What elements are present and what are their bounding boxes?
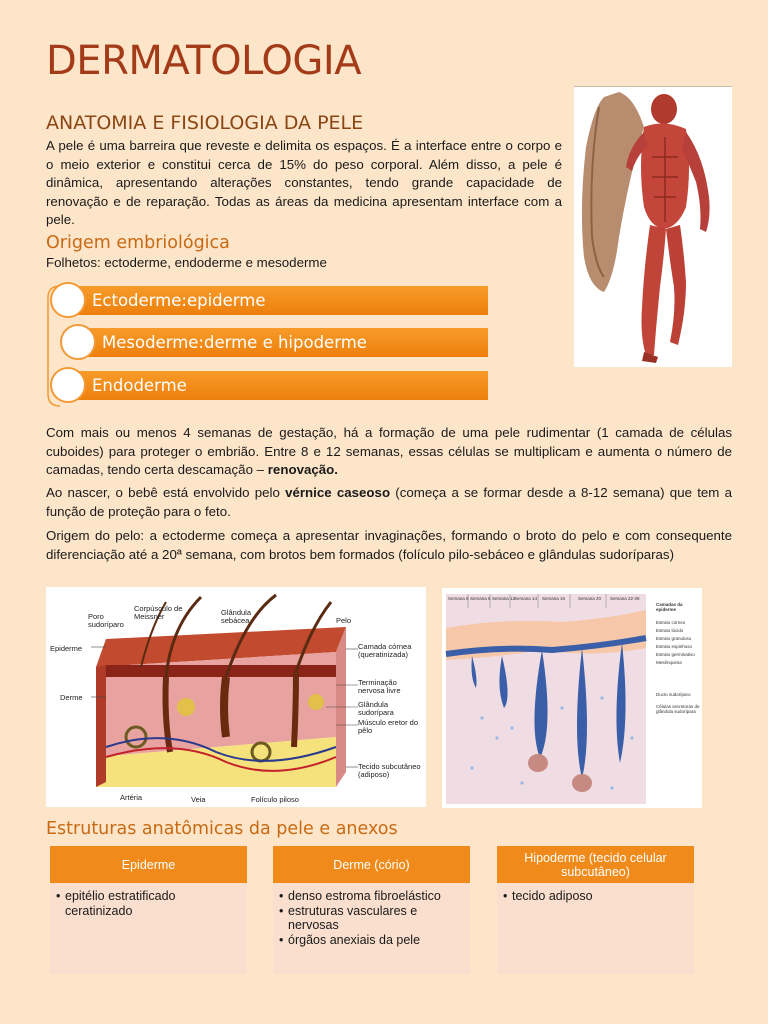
fig2-col-7: Semana 22-28 [610,596,640,601]
layer-circle-2 [60,324,96,360]
layer-circle-1 [50,282,86,318]
paragraph-nascer [46,484,732,521]
layer-ectoderme-detail: epiderme [186,291,266,310]
label-glandula-sudoripara: Glândula sudorípara [358,700,394,717]
label-epiderme: Epiderme [50,644,83,653]
fig2-col-4: Semana 14 [514,596,538,601]
intro-paragraph: A pele é uma barreira que reveste e delimita os espaços. É a interface entre o corpo e o meio exterior e constitui cerca de 15% do peso corporal. Além disso, a pele é dinâmica, apresentando alterações constantes, tendo grande capacidade de renovação e de reparação. Todas as áreas da medicina apresentam interface com a pele. [46,138,562,227]
card-hipoderme-title: Hipoderme (tecido celular subcutâneo) [497,846,694,883]
fig2-l4: Estrato espinhoso [656,644,693,649]
fig2-title: Camadas da epiderme [656,602,683,612]
anatomy-photo [574,86,732,367]
layer-ectoderme-name: Ectoderme: [92,291,187,310]
card-epiderme [50,846,247,974]
label-veia: Veia [191,795,206,804]
list-item: • órgãos anexiais da pele [279,933,464,948]
label-poro: Poro sudoríparo [88,612,124,629]
fig2-col-1: Semana 5 [448,596,469,601]
fig2-l8: Células secretoras de glândula sudorípara [656,704,700,714]
card-derme-body [273,883,470,974]
list-item: • estruturas vasculares e nervosas [279,904,464,933]
card-hipoderme [497,846,694,974]
label-pelo: Pelo [336,616,352,625]
paragraph-gestacao-bold: renovação. [267,462,338,477]
fig2-l1: Estrato córneo [656,620,686,625]
list-item: • tecido adiposo [503,889,688,904]
embryonic-development-figure [442,588,702,808]
layer-ectoderme [68,286,488,315]
card-derme-title: Derme (cório) [273,846,470,883]
anatomy-figure-illustration [574,87,732,367]
skin-cross-section-figure [46,587,426,807]
layer-mesoderme-name: Mesoderme: [102,333,204,352]
fig2-l2: Estrato lúcido [656,628,684,633]
section-heading-origem: Origem embriológica [46,233,230,253]
label-tecido: Tecido subcutâneo (adiposo) [358,762,421,779]
paragraph-nascer-bold: vérnice caseoso [285,485,391,500]
label-musculo: Músculo eretor do pêlo [358,718,419,735]
layer-endoderme-name: Endoderme [92,376,187,395]
paragraph-nascer-text-2: (começa a se formar desde a 8-12 semana) que tem a função de proteção para o feto. [46,485,732,519]
list-item: • denso estroma fibroelástico [279,889,464,904]
card-epiderme-body [50,883,247,974]
label-terminacao: Terminação nervosa livre [358,678,401,695]
fig2-col-6: Semana 20 [578,596,602,601]
fig2-l6: Mesênquima [656,660,682,665]
section-heading-anatomia: ANATOMIA E FISIOLOGIA DA PELE [46,112,364,134]
label-foliculo: Folículo piloso [251,795,299,804]
card-derme [273,846,470,974]
label-derme: Derme [60,693,83,702]
paragraph-nascer-text-1: Ao nascer, o bebê está envolvido pelo [46,485,286,500]
card-epiderme-title: Epiderme [50,846,247,883]
fig2-col-2: Semana 6 [470,596,491,601]
section-heading-estruturas: Estruturas anatômicas da pele e anexos [46,819,398,839]
card-hipoderme-body [497,883,694,974]
label-corpusculo: Corpúsculo de Meissner [134,604,183,621]
folhetos-text: Folhetos: ectoderme, endoderme e mesoderme [46,255,327,270]
layer-circle-3 [50,367,86,403]
fig2-l3: Estrato granuloso [656,636,692,641]
list-item: • epitélio estratificado ceratinizado [56,889,241,918]
fig2-col-5: Semana 16 [542,596,566,601]
fig2-l7: Ducto sudoríparo [656,692,691,697]
paragraph-pelo: Origem do pelo: a ectoderme começa a apresentar invaginações, formando o broto do pelo e com consequente diferenciação até a 20ª semana, com brotos bem formados (folículo pilo-sebáceo e glândulas sudoríparas) [46,528,732,562]
layer-mesoderme [80,328,488,357]
fig2-l5: Estrato germinativo [656,652,695,657]
layer-endoderme [68,371,488,400]
fig2-col-3: Semana 12 [492,596,516,601]
paragraph-gestacao [46,424,732,480]
label-glandula-sebacea: Glândula sebácea [221,608,252,625]
page-title: DERMATOLOGIA [46,38,362,84]
label-camada-cornea: Camada córnea (queratinizada) [358,642,412,659]
layer-mesoderme-detail: derme e hipoderme [203,333,367,352]
label-arteria: Artéria [120,793,143,802]
paragraph-gestacao-text: Com mais ou menos 4 semanas de gestação, há a formação de uma pele rudimentar (1 camada de células cuboides) para proteger o embrião. Entre 8 e 12 semanas, essas células se multiplicam e aumenta o número de camadas, tendo certa descamação – [46,425,732,477]
